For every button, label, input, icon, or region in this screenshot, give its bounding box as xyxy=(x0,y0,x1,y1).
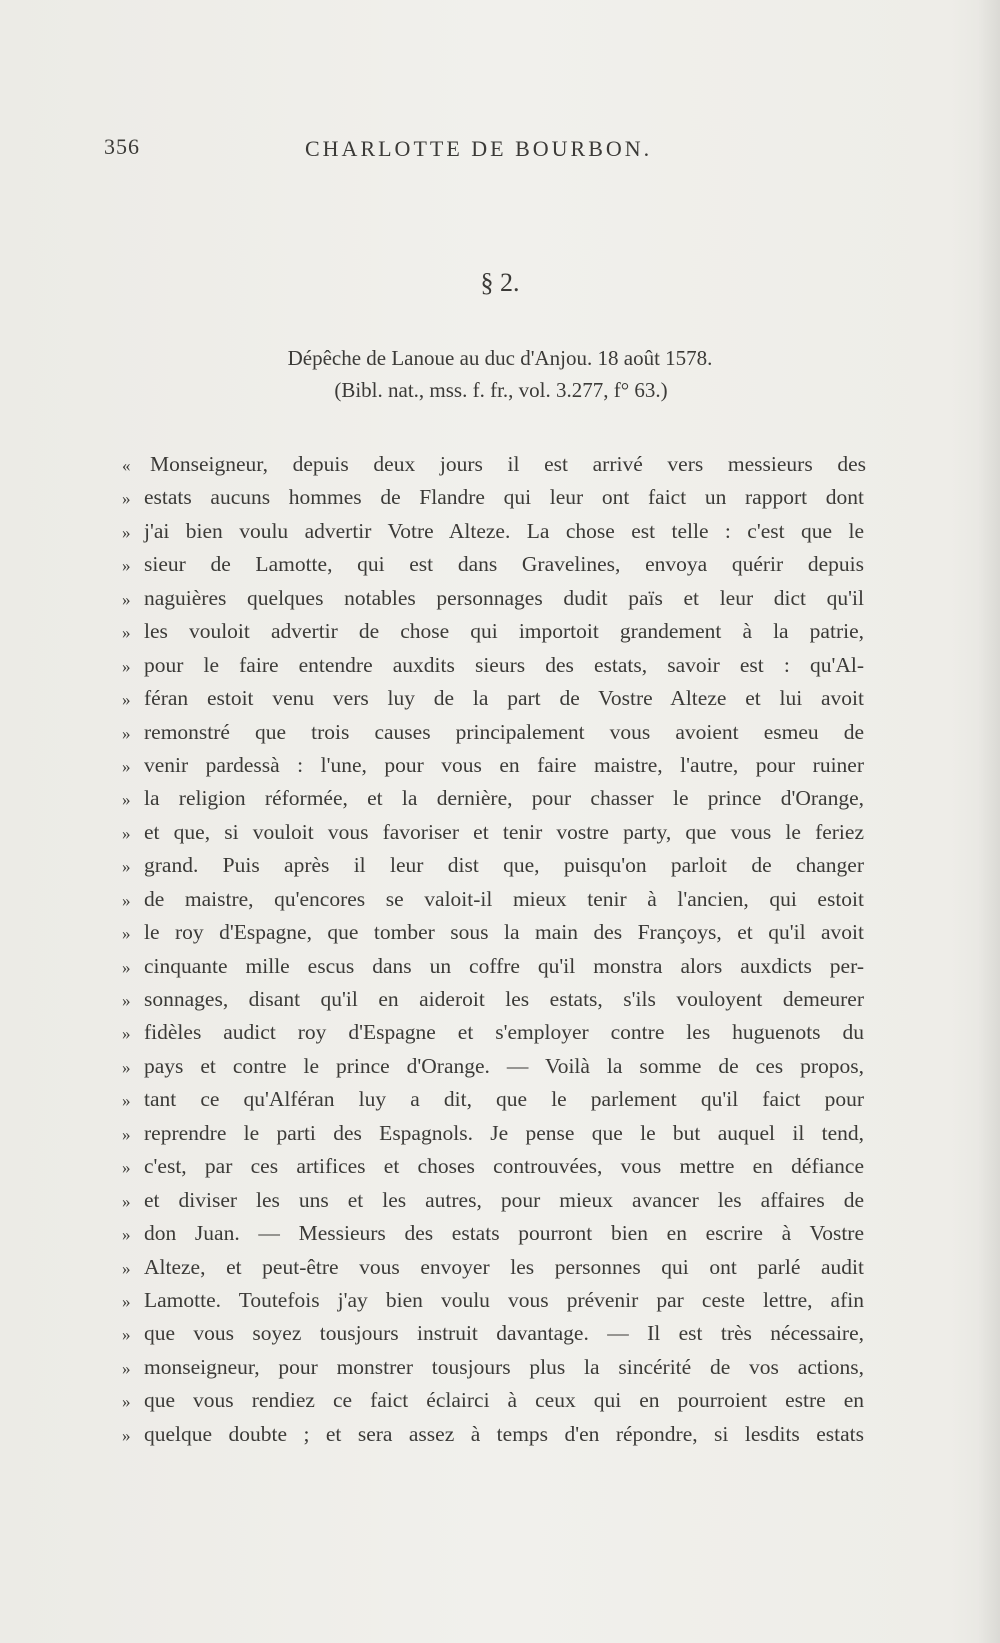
quote-mark: » xyxy=(122,1325,131,1345)
quote-mark: » xyxy=(122,656,131,676)
section-heading: § 2. xyxy=(480,268,520,297)
page-number: 356 xyxy=(104,134,140,159)
letter-line xyxy=(122,782,866,815)
letter-line-text: la religion réformée, et la dernière, pour chasser le prince d'Orange, xyxy=(144,786,864,811)
letter-line-text: que vous rendiez ce faict éclairci à ceux qui en pourroient estre en xyxy=(144,1388,864,1413)
letter-line xyxy=(122,448,866,481)
letter-line xyxy=(122,950,866,983)
letter-line xyxy=(122,1117,866,1150)
letter-line-text: reprendre le parti des Espagnols. Je pense que le but auquel il tend, xyxy=(144,1120,864,1145)
letter-line-text: estats aucuns hommes de Flandre qui leur ont faict un rapport dont xyxy=(144,485,864,510)
letter-line-text: le roy d'Espagne, que tomber sous la main des Françoys, et qu'il avoit xyxy=(144,920,864,945)
letter-line-text: Alteze, et peut-être vous envoyer les personnes qui ont parlé audit xyxy=(144,1254,864,1279)
letter-line xyxy=(122,615,866,648)
letter-line xyxy=(122,983,866,1016)
running-title: CHARLOTTE DE BOURBON. xyxy=(305,136,653,161)
quote-mark: » xyxy=(122,1057,131,1077)
letter-line-text: sonnages, disant qu'il en aideroit les estats, s'ils vouloyent demeurer xyxy=(144,987,864,1011)
letter-line-text: don Juan. — Messieurs des estats pourront bien en escrire à Vostre xyxy=(144,1221,864,1246)
quote-mark: » xyxy=(122,1358,131,1378)
quote-mark: » xyxy=(122,1091,131,1111)
letter-line xyxy=(122,1251,866,1284)
letter-line-text: monseigneur, pour monstrer tousjours plus la sincérité de vos actions, xyxy=(144,1354,864,1379)
letter-line-text: et diviser les uns et les autres, pour mieux avancer les affaires de xyxy=(144,1187,864,1212)
quote-mark: » xyxy=(122,723,131,743)
letter-line-text: cinquante mille escus dans un coffre qu'il monstra alors auxdicts per- xyxy=(144,953,864,978)
running-header xyxy=(0,134,1000,168)
quote-mark: « xyxy=(122,456,131,475)
letter-line xyxy=(122,816,866,849)
letter-line xyxy=(122,883,866,916)
quote-mark: » xyxy=(122,823,131,843)
quote-mark: » xyxy=(122,1225,131,1245)
letter-line xyxy=(122,1284,866,1317)
letter-line-text: grand. Puis après il leur dist que, puisqu'on parloit de changer xyxy=(144,853,864,878)
quote-mark: » xyxy=(122,589,131,609)
letter-line xyxy=(122,548,866,581)
letter-line xyxy=(122,849,866,882)
letter-line-text: que vous soyez tousjours instruit davantage. — Il est très nécessaire, xyxy=(144,1321,864,1346)
letter-line-text: fidèles audict roy d'Espagne et s'employer contre les huguenots du xyxy=(144,1020,864,1045)
quote-mark: » xyxy=(122,957,131,977)
letter-line-text: naguières quelques notables personnages dudit païs et leur dict qu'il xyxy=(144,585,864,610)
letter-line-text: Lamotte. Toutefois j'ay bien voulu vous prévenir par ceste lettre, afin xyxy=(144,1287,864,1312)
source-title: Dépêche de Lanoue au duc d'Anjou. 18 août 1578. xyxy=(287,346,713,370)
letter-line-text: de maistre, qu'encores se valoit-il mieux tenir à l'ancien, qui estoit xyxy=(144,886,864,911)
quote-mark: » xyxy=(122,756,131,776)
quote-mark: » xyxy=(122,1191,131,1211)
letter-line-text: et que, si vouloit vous favoriser et tenir vostre party, que vous le feriez xyxy=(144,819,864,844)
letter-line xyxy=(122,682,866,715)
letter-line xyxy=(122,1184,866,1217)
letter-line xyxy=(122,1217,866,1250)
quote-mark: » xyxy=(122,1258,131,1278)
source-reference: (Bibl. nat., mss. f. fr., vol. 3.277, f° 63.) xyxy=(334,378,668,402)
letter-line xyxy=(122,1016,866,1049)
quote-mark: » xyxy=(122,1425,131,1445)
quote-mark: » xyxy=(122,1392,131,1412)
letter-line-text: c'est, par ces artifices et choses controuvées, vous mettre en défiance xyxy=(144,1154,864,1179)
letter-line-text: j'ai bien voulu advertir Votre Alteze. La chose est telle : c'est que le xyxy=(144,518,864,543)
quote-mark: » xyxy=(122,1124,131,1144)
letter-line xyxy=(122,1351,866,1384)
letter-text xyxy=(122,448,866,1451)
letter-line-text: venir pardessà : l'une, pour vous en faire maistre, l'autre, pour ruiner xyxy=(144,752,864,777)
quote-mark: » xyxy=(122,556,131,576)
letter-line xyxy=(122,1384,866,1417)
letter-line xyxy=(122,749,866,782)
letter-line-text: Monseigneur, depuis deux jours il est arrivé vers messieurs des xyxy=(150,452,866,476)
letter-line xyxy=(122,582,866,615)
letter-line xyxy=(122,515,866,548)
letter-line-text: quelque doubte ; et sera assez à temps d'en répondre, si lesdits estats xyxy=(144,1421,864,1446)
letter-line xyxy=(122,1083,866,1116)
letter-line xyxy=(122,916,866,949)
quote-mark: » xyxy=(122,522,131,542)
letter-line-text: les vouloit advertir de chose qui importoit grandement à la patrie, xyxy=(144,619,864,644)
quote-mark: » xyxy=(122,890,131,910)
letter-line xyxy=(122,1050,866,1083)
letter-line xyxy=(122,1317,866,1350)
letter-line xyxy=(122,1418,866,1451)
quote-mark: » xyxy=(122,623,131,643)
letter-line-text: tant ce qu'Alféran luy a dit, que le parlement qu'il faict pour xyxy=(144,1087,864,1112)
quote-mark: » xyxy=(122,1158,131,1178)
quote-mark: » xyxy=(122,857,131,877)
letter-line xyxy=(122,716,866,749)
document-source xyxy=(0,342,1000,406)
quote-mark: » xyxy=(122,690,131,710)
letter-line xyxy=(122,649,866,682)
letter-line-text: pour le faire entendre auxdits sieurs des estats, savoir est : qu'Al- xyxy=(144,652,864,677)
letter-line-text: sieur de Lamotte, qui est dans Gravelines, envoya quérir depuis xyxy=(144,552,864,577)
quote-mark: » xyxy=(122,790,131,810)
quote-mark: » xyxy=(122,489,131,509)
quote-mark: » xyxy=(122,924,131,944)
letter-line-text: remonstré que trois causes principalement vous avoient esmeu de xyxy=(144,719,864,744)
quote-mark: » xyxy=(122,991,131,1010)
letter-line-text: pays et contre le prince d'Orange. — Voilà la somme de ces propos, xyxy=(144,1053,864,1078)
quote-mark: » xyxy=(122,1291,131,1311)
letter-line-text: féran estoit venu vers luy de la part de Vostre Alteze et lui avoit xyxy=(144,686,864,711)
letter-line xyxy=(122,481,866,514)
quote-mark: » xyxy=(122,1024,131,1044)
letter-line xyxy=(122,1150,866,1183)
page-edge-shadow xyxy=(978,0,1000,1643)
